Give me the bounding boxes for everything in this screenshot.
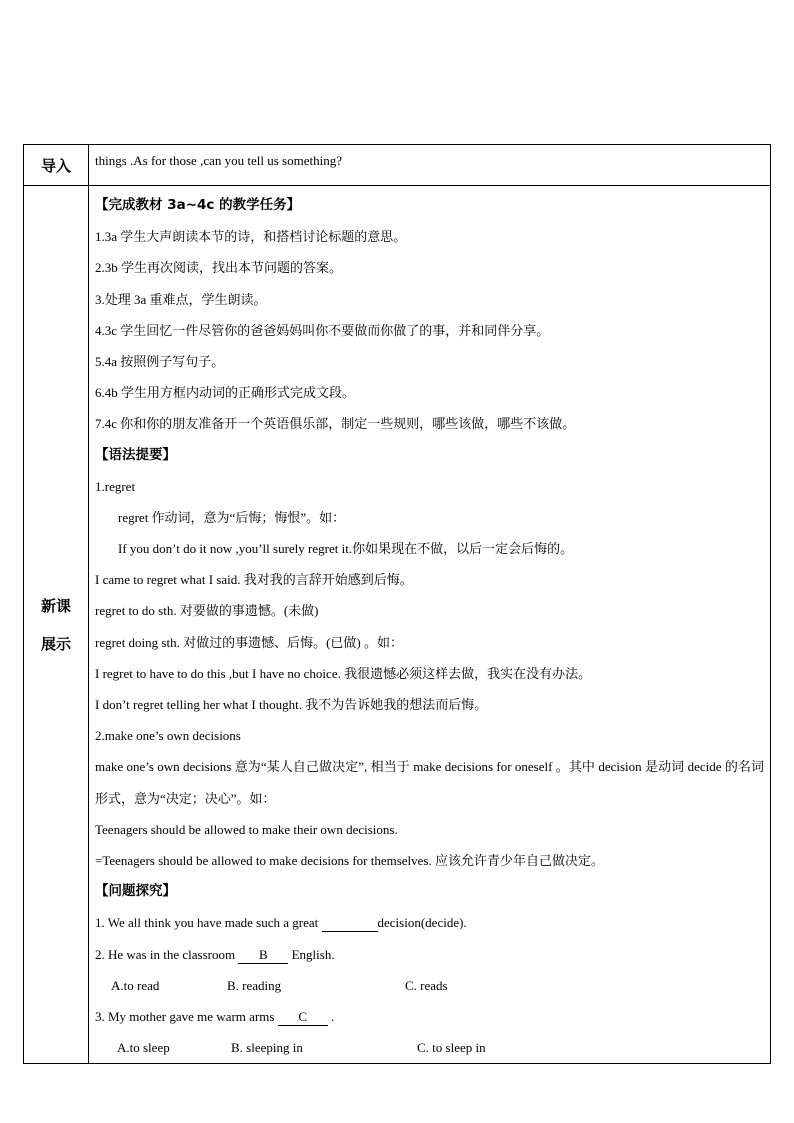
task-item: 2.3b 学生再次阅读，找出本节问题的答案。	[95, 260, 343, 276]
answer-blank: B	[238, 947, 288, 964]
answer-blank: C	[278, 1009, 328, 1026]
grammar-regret-doing: regret doing sth. 对做过的事遗憾、后悔。(已做) 。如：	[95, 634, 404, 650]
grammar-example: I don’t regret telling her what I thought. 我不为告诉她我的想法而后悔。	[95, 697, 488, 712]
question-text: decision(decide).	[377, 915, 467, 931]
option-a: A.to sleep	[117, 1040, 170, 1056]
question-2-options	[95, 970, 764, 1001]
question-3	[95, 1001, 764, 1032]
intro-text: things .As for those ,can you tell us something?	[89, 145, 771, 186]
grammar-example: I came to regret what I said. 我对我的言辞开始感到后悔。	[95, 572, 413, 588]
intro-row	[24, 145, 771, 186]
intro-label: 导入	[24, 145, 89, 186]
grammar-regret-to: regret to do sth. 对要做的事遗憾。(未做)	[95, 603, 319, 619]
main-content	[89, 186, 771, 1064]
grammar-example: If you don’t do it now ,you’ll surely regret it.你如果现在不做，以后一定会后悔的。	[118, 541, 574, 557]
task-item: 3.处理 3a 重难点，学生朗读。	[95, 291, 267, 307]
grammar-example: Teenagers should be allowed to make their own decisions.	[95, 821, 398, 837]
main-label	[24, 186, 89, 1064]
question-text: 3. My mother gave me warm arms	[95, 1008, 278, 1024]
option-b: B. reading	[227, 977, 282, 993]
task-item: 6.4b 学生用方框内动词的正确形式完成文段。	[95, 385, 356, 401]
grammar-example: I regret to have to do this ,but I have no choice. 我很遗憾必须这样去做，我实在没有办法。	[95, 665, 592, 681]
task-item: 5.4a 按照例子写句子。	[95, 353, 225, 369]
grammar-example: =Teenagers should be allowed to make decisions for themselves. 应该允许青少年自己做决定。	[95, 852, 604, 868]
question-3-options	[95, 1032, 764, 1063]
lesson-table	[23, 144, 771, 1064]
question-text: English.	[288, 946, 335, 962]
main-row	[24, 186, 771, 1064]
option-c: C. to sleep in	[417, 1040, 486, 1056]
question-text: 2. He was in the classroom	[95, 946, 239, 962]
option-a: A.to read	[111, 977, 160, 993]
grammar-regret-definition: regret 作动词，意为“后悔；悔恨”。如：	[118, 509, 346, 525]
task-item: 4.3c 学生回忆一件尽管你的爸爸妈妈叫你不要做而你做了的事，并和同伴分享。	[95, 322, 550, 338]
main-label-line2: 展示	[40, 634, 71, 653]
grammar-decision-title: 2.make one’s own decisions	[95, 728, 241, 744]
section-title-grammar: 【语法提要】	[95, 446, 176, 463]
section-title-questions: 【问题探究】	[95, 883, 176, 900]
answer-blank	[322, 915, 378, 932]
main-label-line1: 新课	[40, 596, 71, 615]
task-item: 1.3a 学生大声朗读本节的诗，和搭档讨论标题的意思。	[95, 229, 407, 245]
question-1	[95, 907, 764, 938]
question-2	[95, 939, 764, 970]
option-b: B. sleeping in	[231, 1040, 303, 1056]
task-item: 7.4c 你和你的朋友准备开一个英语俱乐部，制定一些规则，哪些该做，哪些不该做。	[95, 416, 576, 432]
section-title-tasks: 【完成教材 3a~4c 的教学任务】	[95, 197, 301, 213]
grammar-decision-definition: make one’s own decisions 意为“某人自己做决定”, 相当于 make decisions for oneself 。其中 decision 是动词 decide 的名词形式，意为“决定；决心”。如：	[95, 759, 764, 806]
option-c: C. reads	[405, 977, 448, 993]
grammar-regret-title: 1.regret	[95, 478, 136, 494]
question-text: .	[327, 1008, 335, 1024]
question-text: 1. We all think you have made such a great	[95, 915, 322, 931]
